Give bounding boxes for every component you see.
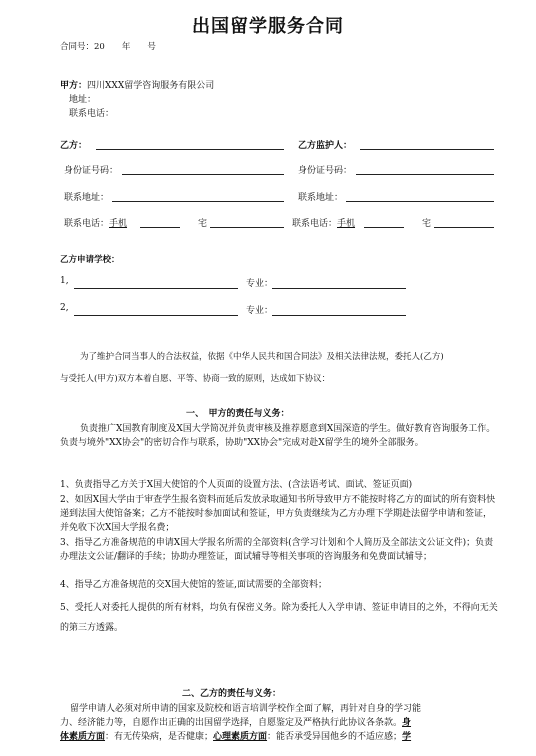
party-b-guardian-label: 乙方监护人： [298,141,353,151]
section-1-item-5: 5、受托人对委托人提供的所有材料，均负有保密义务。除为委托人入学申请、签证申请目的之外，不得向无关的第三方透露。 [60,603,498,633]
application-item-1: 1, [60,276,69,286]
major-1-label: 专业： [246,279,274,289]
preamble-line-1: 为了维护合同当事人的合法权益，依据《中华人民共和国合同法》及相关法律法规，委托人(乙方) [80,352,444,362]
psychological-quality-label: 心理素质方面 [213,732,268,742]
guardian-mobile-field[interactable] [364,227,404,228]
physical-quality-label: 体素质方面 [60,732,106,742]
party-b-address-label: 联系地址： [64,193,110,203]
section-2-line-2 [60,716,411,730]
section-1-intro: 负责推广X国教育制度及X国大学简况并负责审核及推荐愿意到X国深造的学生。做好教育咨询服务工作。负责与境外"XX协会"的密切合作与联系，协助"XX协会"完成对赴X留学生的境外全部服务。 [60,424,496,448]
major-1-field[interactable] [272,288,406,289]
guardian-id-field[interactable] [356,174,494,175]
section-1-item-3: 3、指导乙方准备规范的申请X国大学报名所需的全部资料(含学习计划和个人简历及全部法文公证文件)；负责办理法文公证/翻译的手续；协助办理签证，面试辅导等相关事项的咨询服务和免费面试辅导； [60,538,494,562]
section-1-item-4: 4、指导乙方准备规范的交X国大使馆的签证,面试需要的全部资料； [60,580,327,590]
guardian-mobile-label: 手机 [337,219,356,229]
guardian-phone-row [292,216,355,229]
major-2-label: 专业： [246,306,274,316]
party-b-phone-label: 联系电话： [64,219,110,229]
party-b-id-label: 身份证号码： [64,166,119,176]
party-b-name-field[interactable] [96,149,284,150]
document-title: 出国留学服务合同 [192,16,344,37]
guardian-address-label: 联系地址： [298,193,344,203]
party-a-phone-label: 联系电话： [69,109,115,119]
psychological-quality-text: ：能否承受异国他乡的不适应感； [267,732,403,742]
party-a-label: 甲方： [60,81,88,91]
guardian-address-field[interactable] [346,201,494,202]
major-2-field[interactable] [272,315,406,316]
party-b-home-label: 宅 [198,219,208,229]
party-b-mobile-label: 手机 [109,219,128,229]
party-b-id-field[interactable] [122,174,284,175]
section-1-item-1: 1、负责指导乙方关于X国大使馆的个人页面的设置方法、(含法语考试、面试、签证页面) [60,480,413,490]
preamble-line-2: 与受托人(甲方)双方本着自愿、平等、协商一致的原则，达成如下协议： [60,374,331,384]
section-1-item-2: 2、如因X国大学由于审查学生报名资料而延后发放录取通知书所导致甲方不能按时将乙方的面试的所有资料快递到法国大使馆备案；乙方不能按时参加面试和签证，甲方负责继续为乙方办理下学期赴法留学申请和签证，并免收下次X国大学报名费； [60,495,496,533]
guardian-home-field[interactable] [434,227,494,228]
section-2-line-2-text: 力、经济能力等，自愿作出正确的出国留学选择，自愿鉴定及严格执行此协议各条款。 [60,718,403,728]
party-b-address-field[interactable] [112,201,284,202]
guardian-id-label: 身份证号码： [298,166,353,176]
party-b-mobile-field[interactable] [140,227,180,228]
section-2-line-3-tail: 学 [402,732,412,742]
party-b-phone-row [64,216,127,229]
contract-number: 合同号：20 年 号 [60,42,156,52]
guardian-home-label: 宅 [422,219,432,229]
school-2-field[interactable] [74,315,238,316]
party-b-home-field[interactable] [210,227,284,228]
section-2-line-2-underlined: 身 [402,718,412,728]
guardian-phone-label: 联系电话： [292,219,338,229]
party-a-name: 四川XXX留学咨询服务有限公司 [87,81,215,91]
application-label: 乙方申请学校： [60,255,120,265]
party-a-address-label: 地址： [69,95,97,105]
physical-quality-text: ：有无传染病，是否健康； [105,732,214,742]
section-1-heading: 一、 甲方的责任与义务： [186,409,290,419]
section-2-line-1: 留学申请人必须对所申请的国家及院校和语言培训学校作全面了解，再针对自身的学习能 [70,704,422,714]
party-b-guardian-field[interactable] [360,149,494,150]
application-item-2: 2, [60,303,69,313]
section-2-heading: 二、乙方的责任与义务： [182,689,282,699]
party-b-label: 乙方： [60,141,88,151]
party-a-row [60,78,214,91]
school-1-field[interactable] [74,288,238,289]
section-2-line-3 [60,730,411,744]
